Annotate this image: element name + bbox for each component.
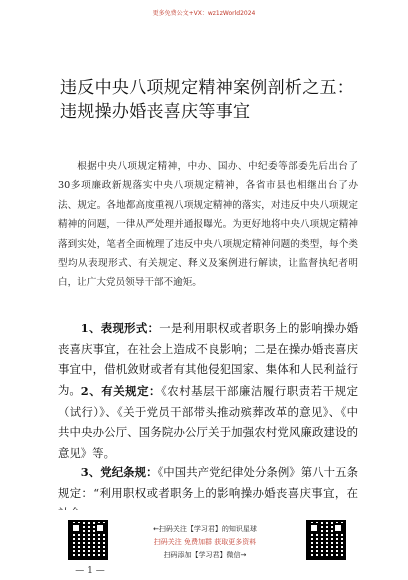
footer xyxy=(0,510,408,580)
promo-banner: 更多免费公文+VX：wz1zWorld2024 xyxy=(152,10,256,17)
paragraph-text: 《中国共产党纪律处分条例》第八十五条规定：“利用职权或者职务上的影响操办婚丧喜庆事宜，在 xyxy=(58,465,358,500)
paragraph-label: 1、表现形式： xyxy=(80,321,160,335)
wechat-qr-code-icon[interactable] xyxy=(306,520,346,560)
page-number: — 1 — xyxy=(75,566,105,576)
qr-code-icon[interactable] xyxy=(68,520,108,560)
paragraph-text: 一是利用职权或者职务上的影响操办婚丧喜庆事宜，在社会上造成不良影响；二是在操办婚丧喜庆事宜中，借机敛财或者有其他侵犯国家、集体和人民利益行为。 xyxy=(58,321,358,397)
footer-line-knowledge-planet: ←扫码关注【学习君】的知识星球 xyxy=(153,525,257,533)
paragraph-label: 3、党纪条规： xyxy=(80,465,158,479)
footer-line-free-group: 扫码关注 免费加群 获取更多资料 xyxy=(153,538,257,546)
body-paragraph-regulations xyxy=(58,381,358,463)
paragraph-label: 2、有关规定： xyxy=(80,384,162,398)
intro-paragraph: 根据中央八项规定精神，中办、国办、中纪委等部委先后出台了30多项廉政新规落实中央八项规定精神，各省市县也相继出台了办法、规定。各地都高度重视八项规定精神的落实，对违反中央八项规定精神的问题，一律从严处理并通报曝光。为更好地将中央八项规定精神落到实处，笔者全面梳理了违反中央八项规定精神问题的类型，每个类型均从表现形式、有关规定、释义及案例进行解读，让监督执纪者明白，让广大党员领导干部不逾矩。 xyxy=(58,161,358,289)
document-title: 违反中央八项规定精神案例剖析之五：违规操办婚丧喜庆等事宜 xyxy=(60,78,355,122)
footer-line-wechat: 扫码添加【学习君】微信→ xyxy=(163,551,247,559)
paragraph-text: 《农村基层干部廉洁履行职责若干规定（试行）》、《关于党员干部带头推动殡葬改革的意见》、《中共中央办公厅、国务院办公厅关于加强农村党风廉政建设的意见》等。 xyxy=(58,384,358,460)
